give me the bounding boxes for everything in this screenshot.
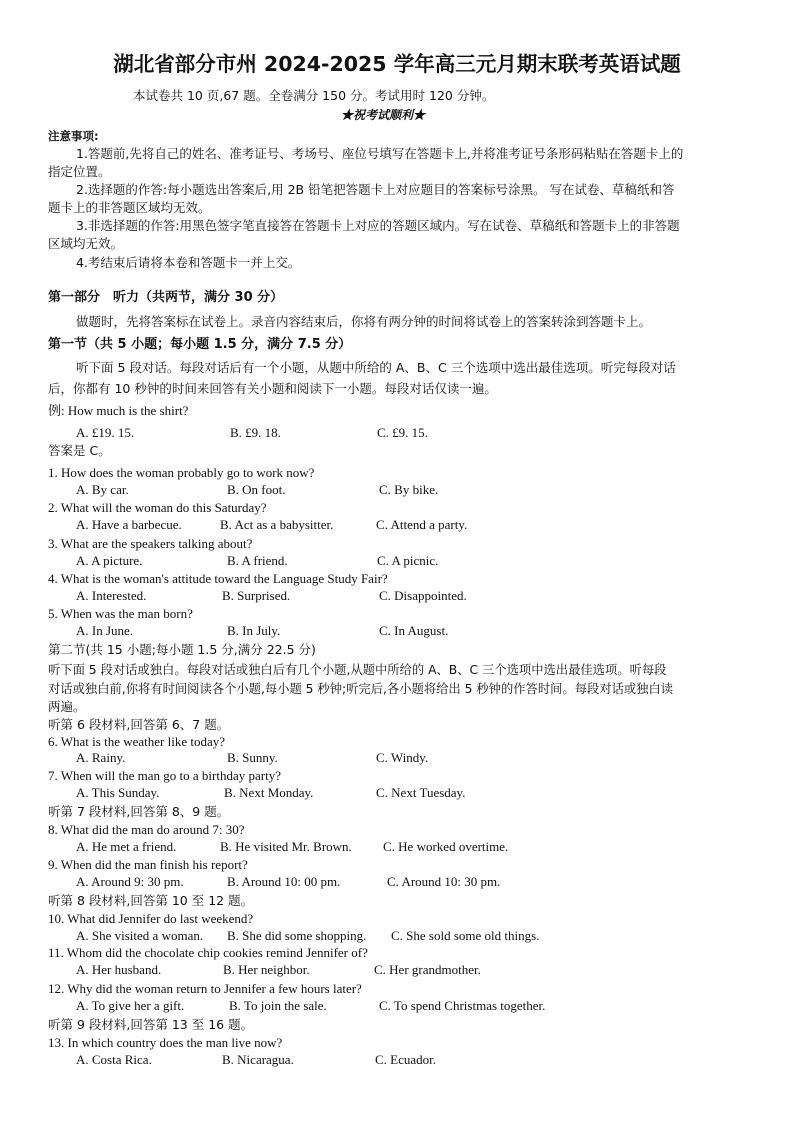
example-answer: 答案是 C。 [48, 443, 111, 458]
q11-option-a: A. Her husband. [76, 962, 162, 977]
q8-option-a: A. He met a friend. [76, 839, 177, 854]
question-5: 5. When was the man born? [48, 606, 193, 621]
notice-item-4: 4.考结束后请将本卷和答题卡一并上交。 [76, 255, 301, 270]
question-1: 1. How does the woman probably go to work now? [48, 465, 315, 480]
q3-option-a: A. A picture. [76, 553, 143, 568]
q9-option-b: B. Around 10: 00 pm. [227, 874, 341, 889]
question-6: 6. What is the weather like today? [48, 734, 226, 749]
q12-option-b: B. To join the sale. [229, 998, 327, 1013]
q11-option-b: B. Her neighbor. [223, 962, 310, 977]
notice-item-2-cont: 题卡上的非答题区域均无效。 [48, 200, 211, 215]
q6-option-a: A. Rainy. [76, 750, 126, 765]
q5-option-b: B. In July. [227, 623, 281, 638]
exam-info: 本试卷共 10 页,67 题。全卷满分 150 分。考试用时 120 分钟。 [133, 88, 495, 103]
q4-option-c: C. Disappointed. [379, 588, 467, 603]
section1-intro-cont: 后，你都有 10 秒钟的时间来回答有关小题和阅读下一小题。每段对话仅读一遍。 [48, 381, 497, 396]
material-9-heading: 听第 9 段材料,回答第 13 至 16 题。 [48, 1017, 254, 1032]
section2-intro-end: 两遍。 [48, 699, 86, 714]
q12-option-a: A. To give her a gift. [76, 998, 185, 1013]
q1-option-a: A. By car. [76, 482, 129, 497]
example-option-b: B. £9. 18. [230, 425, 281, 440]
q8-option-b: B. He visited Mr. Brown. [220, 839, 352, 854]
q7-option-c: C. Next Tuesday. [376, 785, 466, 800]
q8-option-c: C. He worked overtime. [383, 839, 509, 854]
question-2: 2. What will the woman do this Saturday? [48, 500, 267, 515]
material-8-heading: 听第 8 段材料,回答第 10 至 12 题。 [48, 893, 254, 908]
question-4: 4. What is the woman's attitude toward the Language Study Fair? [48, 571, 388, 586]
notice-item-1: 1.答题前,先将自己的姓名、准考证号、考场号、座位号填写在答题卡上,并将准考证号条形码粘贴在答题卡上的 [76, 146, 684, 161]
q4-option-a: A. Interested. [76, 588, 147, 603]
q12-option-c: C. To spend Christmas together. [379, 998, 546, 1013]
q11-option-c: C. Her grandmother. [374, 962, 481, 977]
q13-option-a: A. Costa Rica. [76, 1052, 152, 1067]
q5-option-c: C. In August. [379, 623, 449, 638]
question-7: 7. When will the man go to a birthday party? [48, 768, 281, 783]
section2-intro: 听下面 5 段对话或独白。每段对话或独白后有几个小题,从题中所给的 A、B、C 三个选项中选出最佳选项。听每段 [48, 663, 667, 677]
q13-option-c: C. Ecuador. [375, 1052, 437, 1067]
section1-intro: 听下面 5 段对话。每段对话后有一个小题，从题中所给的 A、B、C 三个选项中选出最佳选项。听完每段对话 [76, 360, 676, 375]
notice-item-3-cont: 区域均无效。 [48, 236, 124, 251]
part1-heading: 第一部分 听力（共两节，满分 30 分） [48, 290, 284, 305]
q9-option-a: A. Around 9: 30 pm. [76, 874, 184, 889]
example-option-a: A. £19. 15. [76, 425, 135, 440]
section2-heading: 第二节(共 15 小题;每小题 1.5 分,满分 22.5 分) [48, 642, 316, 657]
notice-item-3: 3.非选择题的作答:用黑色签字笔直接答在答题卡上对应的答题区域内。写在试卷、草稿纸和答题卡上的非答题 [76, 218, 680, 233]
motto: ★祝考试顺利★ [341, 108, 426, 122]
question-3: 3. What are the speakers talking about? [48, 536, 253, 551]
q10-option-b: B. She did some shopping. [227, 928, 367, 943]
q9-option-c: C. Around 10: 30 pm. [387, 874, 501, 889]
part1-intro: 做题时，先将答案标在试卷上。录音内容结束后，你将有两分钟的时间将试卷上的答案转涂到答题卡上。 [76, 314, 652, 329]
question-13: 13. In which country does the man live now? [48, 1035, 283, 1050]
q2-option-c: C. Attend a party. [376, 517, 468, 532]
q2-option-a: A. Have a barbecue. [76, 517, 182, 532]
notice-item-1-cont: 指定位置。 [48, 164, 111, 179]
question-11: 11. Whom did the chocolate chip cookies remind Jennifer of? [48, 945, 368, 960]
q10-option-a: A. She visited a woman. [76, 928, 204, 943]
section1-heading: 第一节（共 5 小题；每小题 1.5 分，满分 7.5 分） [48, 337, 352, 352]
q1-option-c: C. By bike. [379, 482, 439, 497]
question-8: 8. What did the man do around 7: 30? [48, 822, 245, 837]
q5-option-a: A. In June. [76, 623, 134, 638]
question-12: 12. Why did the woman return to Jennifer a few hours later? [48, 981, 362, 996]
q3-option-b: B. A friend. [227, 553, 288, 568]
page-title: 湖北省部分市州 2024-2025 学年高三元月期末联考英语试题 [113, 52, 681, 76]
material-7-heading: 听第 7 段材料,回答第 8、9 题。 [48, 804, 230, 819]
notice-heading: 注意事项: [48, 129, 99, 143]
question-9: 9. When did the man finish his report? [48, 857, 248, 872]
material-6-heading: 听第 6 段材料,回答第 6、7 题。 [48, 717, 230, 732]
q2-option-b: B. Act as a babysitter. [220, 517, 334, 532]
q6-option-b: B. Sunny. [227, 750, 278, 765]
q3-option-c: C. A picnic. [377, 553, 439, 568]
q4-option-b: B. Surprised. [222, 588, 291, 603]
example-question: 例: How much is the shirt? [48, 403, 189, 418]
q13-option-b: B. Nicaragua. [222, 1052, 294, 1067]
q7-option-b: B. Next Monday. [224, 785, 314, 800]
q1-option-b: B. On foot. [227, 482, 286, 497]
example-option-c: C. £9. 15. [377, 425, 428, 440]
q10-option-c: C. She sold some old things. [391, 928, 540, 943]
q7-option-a: A. This Sunday. [76, 785, 160, 800]
notice-item-2: 2.选择题的作答:每小题选出答案后,用 2B 铅笔把答题卡上对应题目的答案标号涂黑。 写在试卷、草稿纸和答 [76, 182, 675, 197]
section2-intro-cont: 对话或独白前,你将有时间阅读各个小题,每小题 5 秒钟;听完后,各小题将给出 5 秒钟的作答时间。每段对话或独白读 [48, 682, 674, 696]
q6-option-c: C. Windy. [376, 750, 429, 765]
question-10: 10. What did Jennifer do last weekend? [48, 911, 254, 926]
